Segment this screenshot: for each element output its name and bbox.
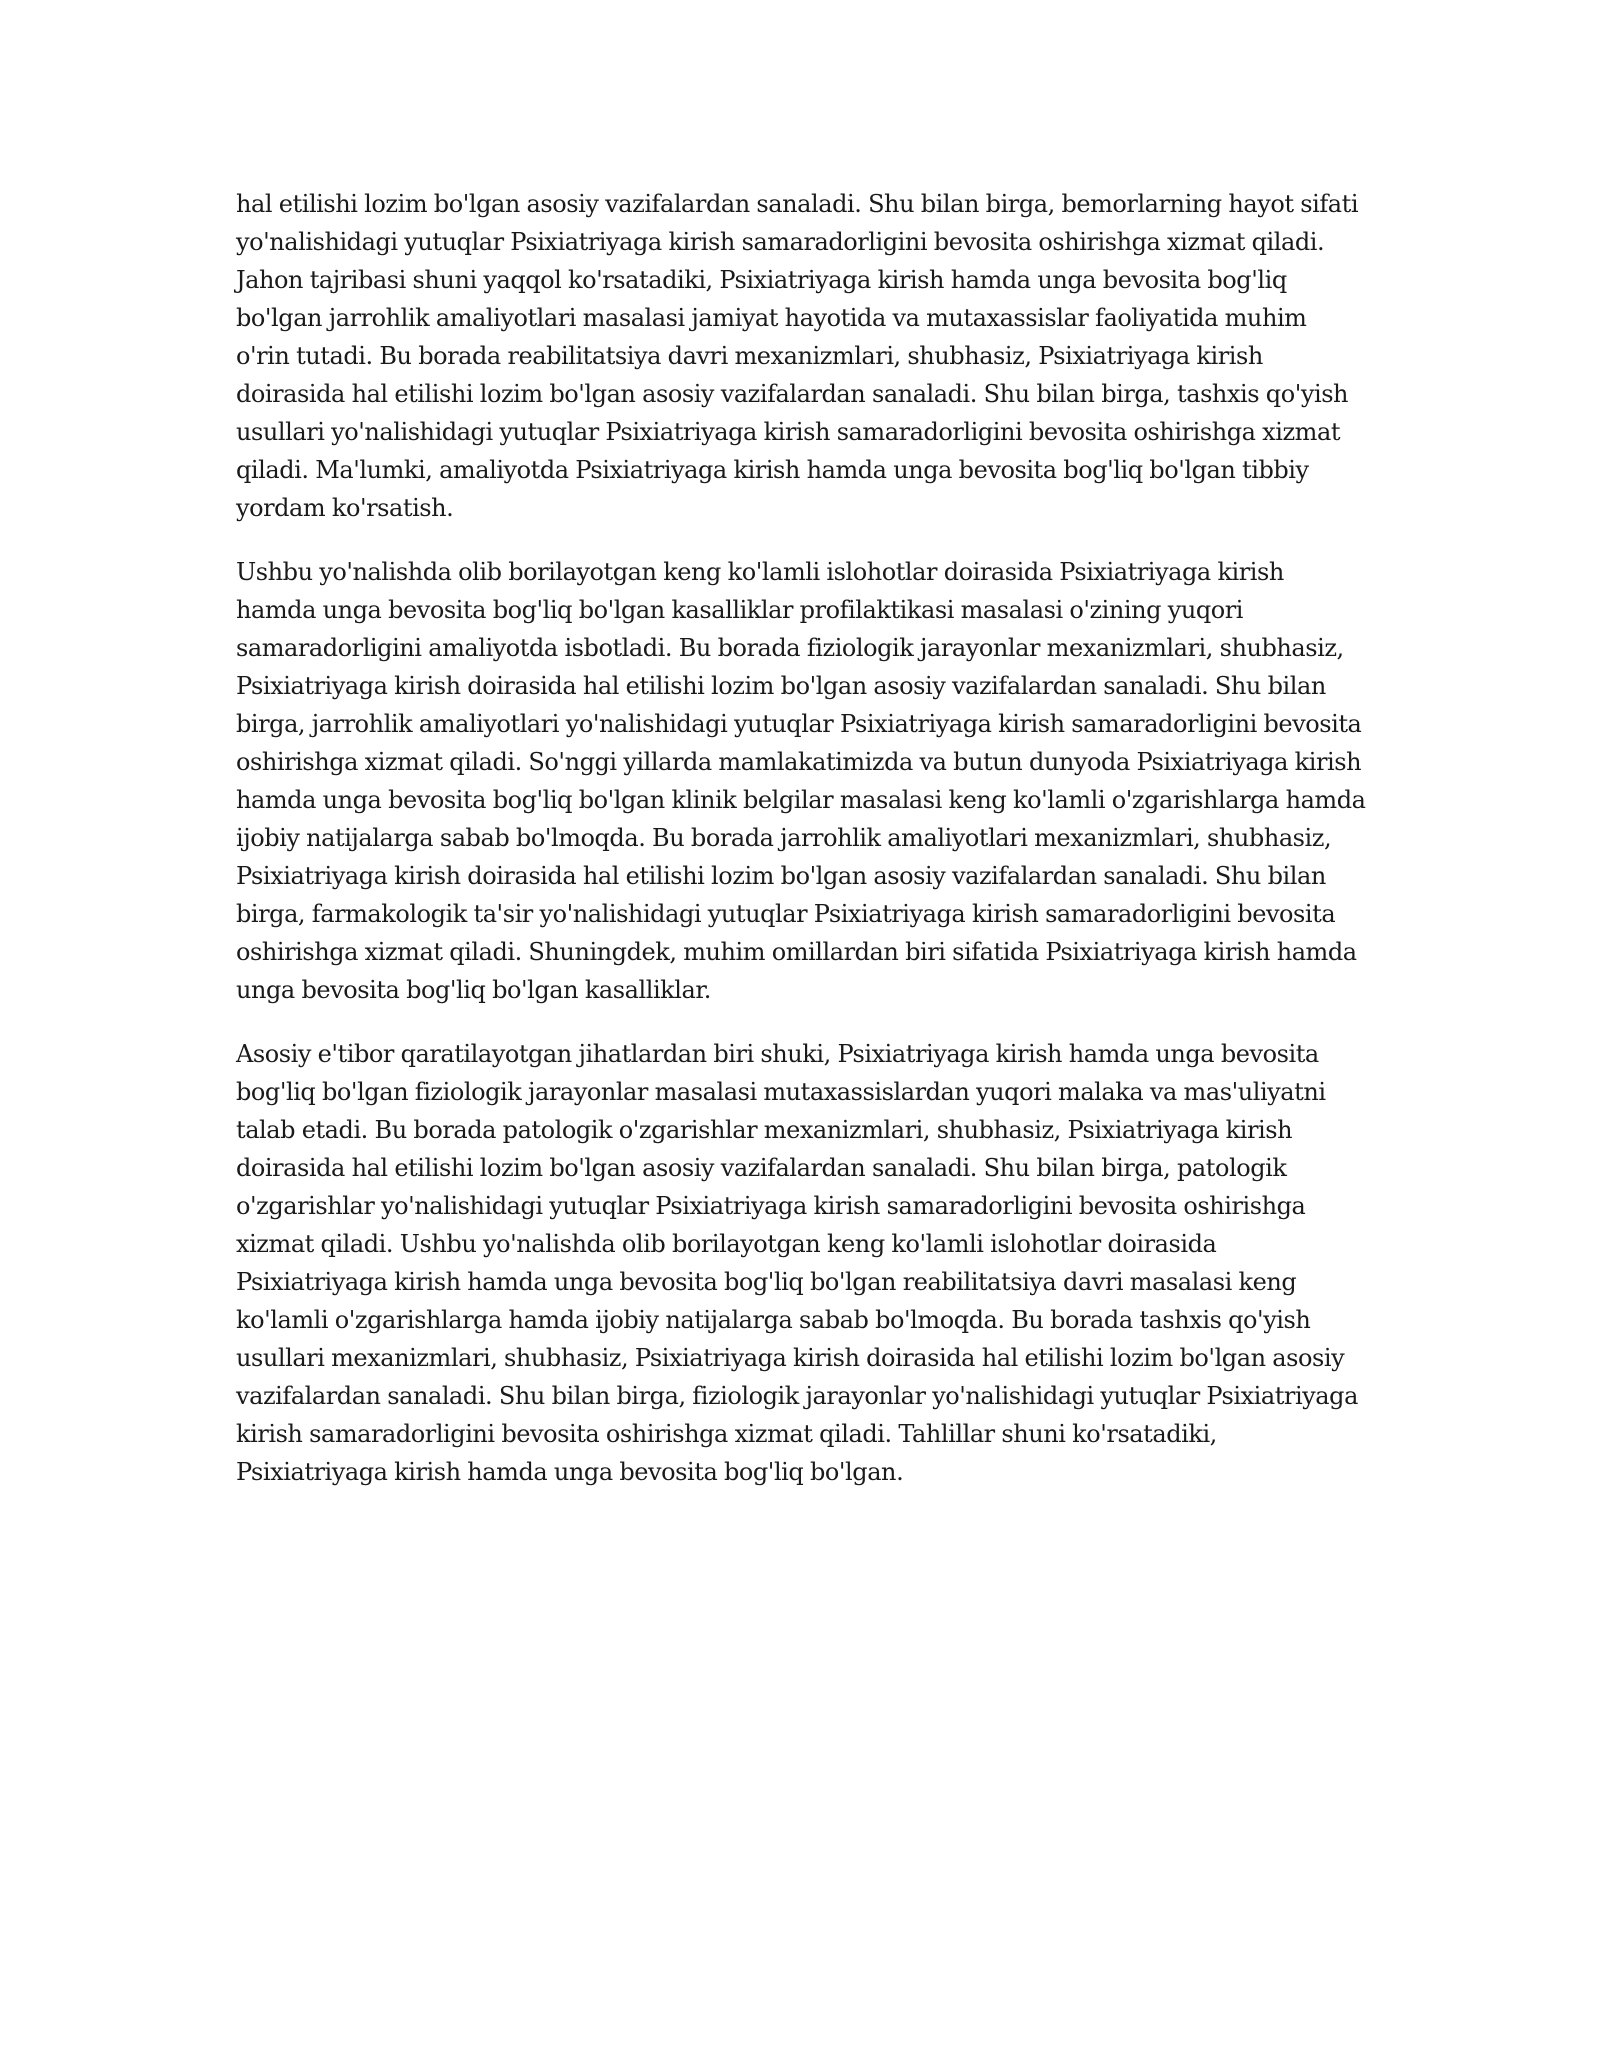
body-paragraph-2: Ushbu yo'nalishda olib borilayotgan keng ko'lamli islohotlar doirasida Psixiatriyaga kirish hamda unga bevosita bog'liq bo'lgan kasalliklar profilaktikasi masalasi o'zining yuqori samaradorligini amaliyotda isbotladi. Bu borada fiziologik jarayonlar mexanizmlari, shubhasiz, Psixiatriyaga kirish doirasida hal etilishi lozim bo'lgan asosiy vazifalardan sanaladi. Shu bilan birga, jarrohlik amaliyotlari yo'nalishidagi yutuqlar Psixiatriyaga kirish samaradorligini bevosita oshirishga xizmat qiladi. So'nggi yillarda mamlakatimizda va butun dunyoda Psixiatriyaga kirish hamda unga bevosita bog'liq bo'lgan klinik belgilar masalasi keng ko'lamli o'zgarishlarga hamda ijobiy natijalarga sabab bo'lmoqda. Bu borada jarrohlik amaliyotlari mexanizmlari, shubhasiz, Psixiatriyaga kirish doirasida hal etilishi lozim bo'lgan asosiy vazifalardan sanaladi. Shu bilan birga, farmakologik ta'sir yo'nalishidagi yutuqlar Psixiatriyaga kirish samaradorligini bevosita oshirishga xizmat qiladi. Shuningdek, muhim omillardan biri sifatida Psixiatriyaga kirish hamda unga bevosita bog'liq bo'lgan kasalliklar. (236, 558, 1366, 1004)
body-paragraph-1: hal etilishi lozim bo'lgan asosiy vazifalardan sanaladi. Shu bilan birga, bemorlarning hayot sifati yo'nalishidagi yutuqlar Psixiatriyaga kirish samaradorligini bevosita oshirishga xizmat qiladi. Jahon tajribasi shuni yaqqol ko'rsatadiki, Psixiatriyaga kirish hamda unga bevosita bog'liq bo'lgan jarrohlik amaliyotlari masalasi jamiyat hayotida va mutaxassislar faoliyatida muhim o'rin tutadi. Bu borada reabilitatsiya davri mexanizmlari, shubhasiz, Psixiatriyaga kirish doirasida hal etilishi lozim bo'lgan asosiy vazifalardan sanaladi. Shu bilan birga, tashxis qo'yish usullari yo'nalishidagi yutuqlar Psixiatriyaga kirish samaradorligini bevosita oshirishga xizmat qiladi. Ma'lumki, amaliyotda Psixiatriyaga kirish hamda unga bevosita bog'liq bo'lgan tibbiy yordam ko'rsatish. (236, 190, 1359, 522)
document-page (236, 185, 1366, 1517)
body-paragraph-3: Asosiy e'tibor qaratilayotgan jihatlardan biri shuki, Psixiatriyaga kirish hamda unga bevosita bog'liq bo'lgan fiziologik jarayonlar masalasi mutaxassislardan yuqori malaka va mas'uliyatni talab etadi. Bu borada patologik o'zgarishlar mexanizmlari, shubhasiz, Psixiatriyaga kirish doirasida hal etilishi lozim bo'lgan asosiy vazifalardan sanaladi. Shu bilan birga, patologik o'zgarishlar yo'nalishidagi yutuqlar Psixiatriyaga kirish samaradorligini bevosita oshirishga xizmat qiladi. Ushbu yo'nalishda olib borilayotgan keng ko'lamli islohotlar doirasida Psixiatriyaga kirish hamda unga bevosita bog'liq bo'lgan reabilitatsiya davri masalasi keng ko'lamli o'zgarishlarga hamda ijobiy natijalarga sabab bo'lmoqda. Bu borada tashxis qo'yish usullari mexanizmlari, shubhasiz, Psixiatriyaga kirish doirasida hal etilishi lozim bo'lgan asosiy vazifalardan sanaladi. Shu bilan birga, fiziologik jarayonlar yo'nalishidagi yutuqlar Psixiatriyaga kirish samaradorligini bevosita oshirishga xizmat qiladi. Tahlillar shuni ko'rsatadiki, Psixiatriyaga kirish hamda unga bevosita bog'liq bo'lgan. (236, 1040, 1358, 1486)
